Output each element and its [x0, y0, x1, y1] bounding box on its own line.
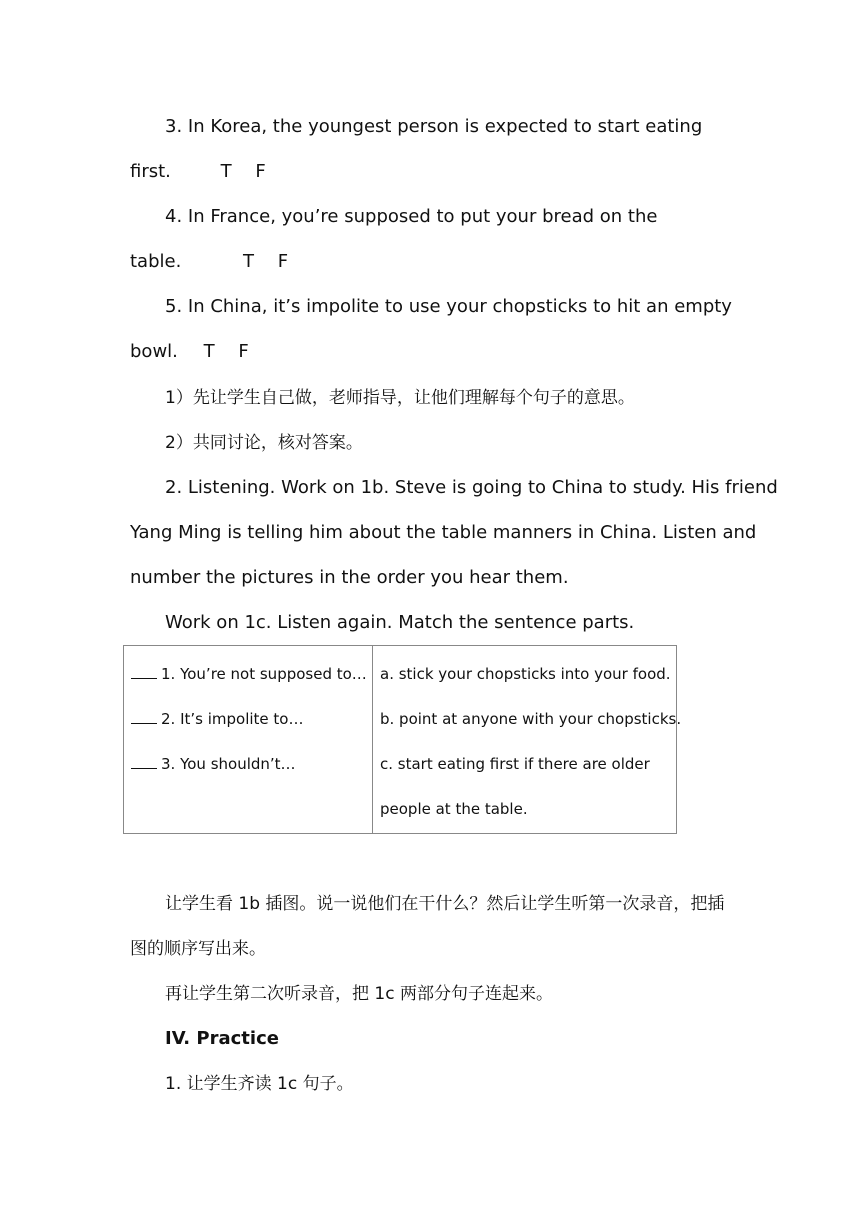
notes-line-1: 让学生看 1b 插图。说一说他们在干什么？然后让学生听第一次录音，把插	[165, 894, 725, 914]
practice-item-1: 1. 让学生齐读 1c 句子。	[165, 1074, 354, 1094]
answer-blank-2[interactable]	[131, 709, 157, 724]
sentence-start-1: 1. You’re not supposed to…	[161, 665, 367, 683]
item-5-true-mark: T	[203, 341, 215, 362]
table-divider	[372, 646, 373, 833]
item-3-continuation	[130, 160, 266, 184]
listening-line-2: Yang Ming is telling him about the table manners in China. Listen and	[130, 522, 757, 543]
listening-line-4: Work on 1c. Listen again. Match the sentence parts.	[165, 612, 635, 633]
table-row	[131, 754, 296, 774]
item-5-text: 5. In China, it’s impolite to use your chopsticks to hit an empty	[165, 296, 732, 317]
notes-line-3: 再让学生第二次听录音，把 1c 两部分句子连起来。	[165, 984, 553, 1004]
sentence-start-2: 2. It’s impolite to…	[161, 710, 304, 728]
item-5-continuation	[130, 340, 249, 364]
sentence-end-b: b. point at anyone with your chopsticks.	[380, 710, 682, 728]
item-3-end: first.	[130, 161, 171, 182]
item-4-end: table.	[130, 251, 182, 272]
listening-line-3: number the pictures in the order you hear them.	[130, 567, 569, 588]
item-5-false-mark: F	[238, 341, 249, 362]
sentence-end-a: a. stick your chopsticks into your food.	[380, 665, 671, 683]
item-3-true-mark: T	[220, 161, 232, 182]
item-5-end: bowl.	[130, 341, 178, 362]
item-3-false-mark: F	[255, 161, 266, 182]
item-4-continuation	[130, 250, 288, 274]
item-4-true-mark: T	[243, 251, 255, 272]
sentence-start-3: 3. You shouldn’t…	[161, 755, 296, 773]
sentence-end-c: c. start eating first if there are older	[380, 755, 650, 773]
listening-line-1: 2. Listening. Work on 1b. Steve is going to China to study. His friend	[165, 477, 778, 498]
step-1: 1）先让学生自己做，老师指导，让他们理解每个句子的意思。	[165, 388, 635, 408]
table-row	[131, 709, 304, 729]
answer-blank-1[interactable]	[131, 664, 157, 679]
sentence-end-c-continued: people at the table.	[380, 800, 528, 818]
item-3-text: 3. In Korea, the youngest person is expected to start eating	[165, 116, 703, 137]
step-2: 2）共同讨论，核对答案。	[165, 433, 363, 453]
notes-line-2: 图的顺序写出来。	[130, 939, 266, 959]
item-4-text: 4. In France, you’re supposed to put your bread on the	[165, 206, 658, 227]
table-row	[131, 664, 367, 684]
item-4-false-mark: F	[277, 251, 289, 272]
matching-table	[123, 645, 682, 834]
answer-blank-3[interactable]	[131, 754, 157, 769]
practice-heading: IV. Practice	[165, 1028, 279, 1049]
